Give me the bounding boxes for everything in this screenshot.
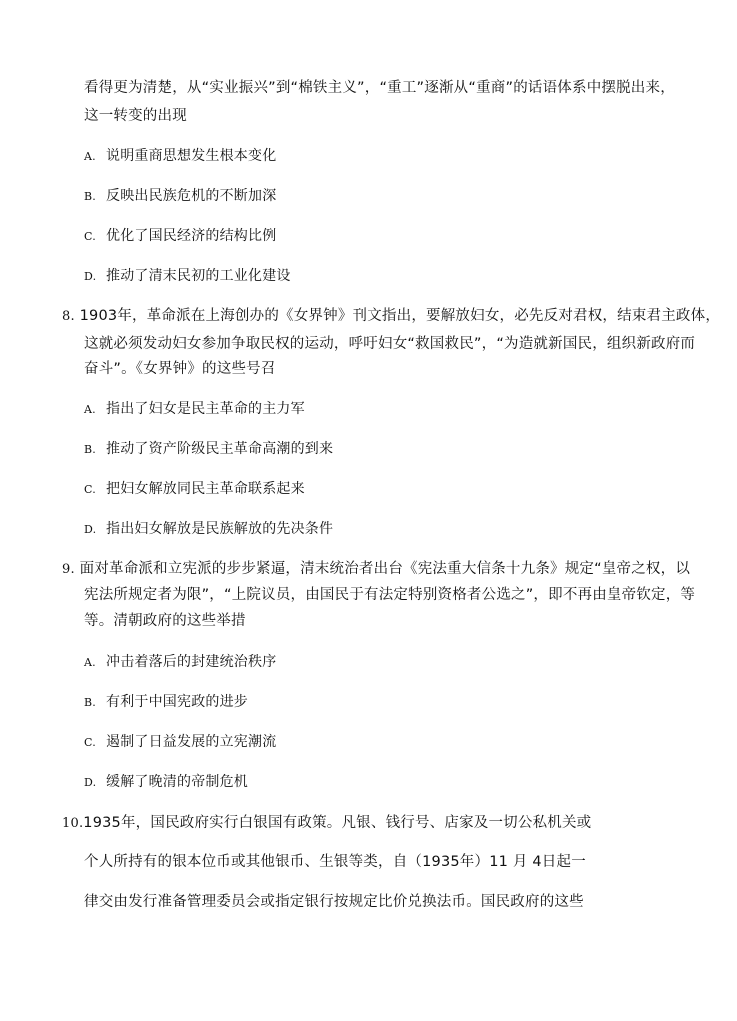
q9-stem-line-2: 宪法所规定者为限”，“上院议员，由国民于有法定特别资格者公选之”，即不再由皇帝钦定，等 xyxy=(84,587,696,603)
q10-stem-line-2: 个人所持有的银本位币或其他银币、生银等类，自（1935年）11 月 4日起一 xyxy=(84,854,586,870)
option-text: 优化了国民经济的结构比例 xyxy=(106,228,277,244)
q7-stem-line-2: 这一转变的出现 xyxy=(84,108,187,124)
q8-stem-line-3: 奋斗”。《女界钟》的这些号召 xyxy=(84,361,276,377)
option-text: 说明重商思想发生根本变化 xyxy=(106,148,277,164)
q8-stem-text-1: 1903年，革命派在上海创办的《女界钟》刊文指出，要解放妇女，必先反对君权，结束君主政体， xyxy=(79,308,721,324)
option-letter: D. xyxy=(84,776,97,789)
q7-stem-line-1: 看得更为清楚，从“实业振兴”到“棉铁主义”，“重工”逐渐从“重商”的话语体系中摆脱出来， xyxy=(84,80,675,96)
option-letter: B. xyxy=(84,443,96,456)
q9-option-a[interactable] xyxy=(84,652,276,673)
q9-option-c[interactable] xyxy=(84,732,276,753)
option-letter: B. xyxy=(84,696,96,709)
q9-stem-text-1: 面对革命派和立宪派的步步紧逼，清末统治者出台《宪法重大信条十九条》规定“皇帝之权，以 xyxy=(79,561,691,577)
option-text: 推动了清末民初的工业化建设 xyxy=(106,268,291,284)
option-letter: A. xyxy=(84,150,96,163)
q10-stem-text-1: 1935年，国民政府实行白银国有政策。凡银、钱行号、店家及一切公私机关或 xyxy=(83,815,592,831)
option-letter: A. xyxy=(84,403,96,416)
option-text: 反映出民族危机的不断加深 xyxy=(106,188,277,204)
q8-stem-line-1 xyxy=(62,306,720,327)
option-text: 推动了资产阶级民主革命高潮的到来 xyxy=(106,441,334,457)
q7-option-c[interactable] xyxy=(84,226,276,247)
q7-option-b[interactable] xyxy=(84,186,276,207)
option-letter: C. xyxy=(84,483,96,496)
option-letter: C. xyxy=(84,736,96,749)
q8-option-c[interactable] xyxy=(84,479,305,500)
q8-option-d[interactable] xyxy=(84,519,333,540)
q8-option-a[interactable] xyxy=(84,399,305,420)
option-text: 遏制了日益发展的立宪潮流 xyxy=(106,734,277,750)
q8-option-b[interactable] xyxy=(84,439,333,460)
option-text: 把妇女解放同民主革命联系起来 xyxy=(106,481,305,497)
option-text: 指出妇女解放是民族解放的先决条件 xyxy=(106,521,334,537)
option-letter: C. xyxy=(84,230,96,243)
q8-stem-line-2: 这就必须发动妇女参加争取民权的运动，呼吁妇女“救国救民”，“为造就新国民，组织新政府而 xyxy=(84,336,696,352)
question-number: 9. xyxy=(62,562,75,577)
q9-stem-line-1 xyxy=(62,559,690,580)
question-number: 8. xyxy=(62,309,75,324)
question-number: 10. xyxy=(62,816,84,831)
option-text: 有利于中国宪政的进步 xyxy=(106,694,248,710)
option-text: 指出了妇女是民主革命的主力军 xyxy=(106,401,305,417)
q9-option-b[interactable] xyxy=(84,692,248,713)
option-letter: D. xyxy=(84,270,97,283)
q9-option-d[interactable] xyxy=(84,772,248,793)
option-text: 冲击着落后的封建统治秩序 xyxy=(106,654,277,670)
option-text: 缓解了晚清的帝制危机 xyxy=(106,774,248,790)
q7-option-d[interactable] xyxy=(84,266,291,287)
q10-stem-line-1 xyxy=(62,813,591,834)
option-letter: D. xyxy=(84,523,97,536)
option-letter: A. xyxy=(84,656,96,669)
q10-stem-line-3: 律交由发行准备管理委员会或指定银行按规定比价兑换法币。国民政府的这些 xyxy=(84,894,584,910)
q9-stem-line-3: 等。清朝政府的这些举措 xyxy=(84,613,246,629)
option-letter: B. xyxy=(84,190,96,203)
q7-option-a[interactable] xyxy=(84,146,276,167)
